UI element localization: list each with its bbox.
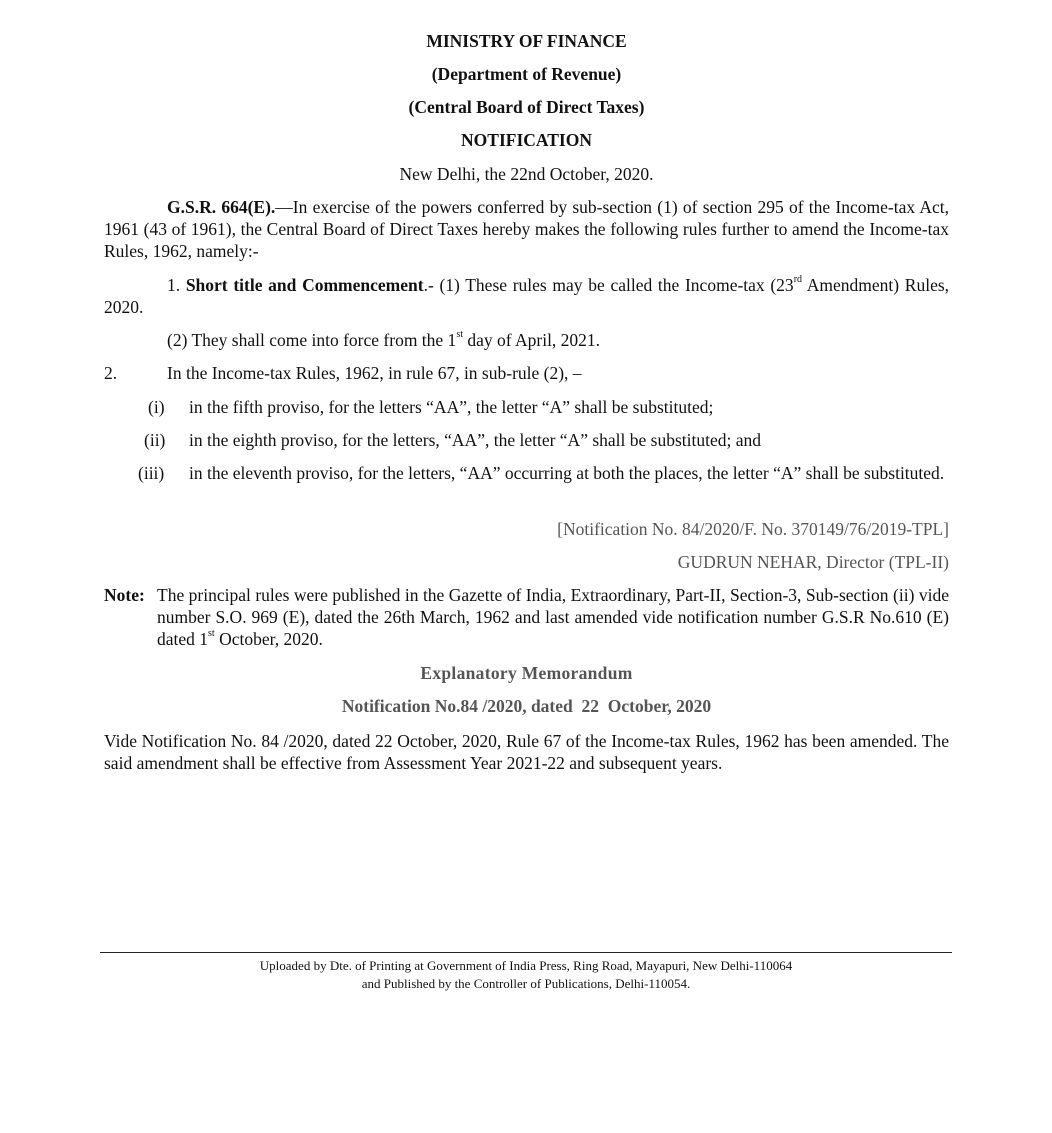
board-heading: (Central Board of Direct Taxes) — [408, 97, 645, 117]
rule2-number: 2. — [104, 363, 118, 383]
signatory: GUDRUN NEHAR, Director (TPL-II) — [677, 552, 949, 572]
notification-reference: [Notification No. 84/2020/F. No. 370149/76/2019-TPL] — [557, 519, 949, 539]
rule1-paragraph — [104, 274, 949, 318]
footer-line-1: Uploaded by Dte. of Printing at Government of India Press, Ring Road, Mayapuri, New Delhi-110064 — [259, 958, 793, 973]
item-i-number: (i) — [148, 397, 165, 417]
rule1-subrule2 — [104, 329, 949, 351]
note-text-a: The principal rules were published in the Gazette of India, Extraordinary, Part-II, Section-3, Sub-section (ii) vide number S.O. 969 (E), dated the 26th March, 1962 and last amended vide notification number G.S.R No.610 (E) dated 1 — [157, 585, 949, 649]
item-ii-number: (ii) — [144, 430, 166, 450]
subrule2-text-b: day of April, 2021. — [462, 330, 601, 350]
gsr-number: G.S.R. 664(E). — [167, 197, 276, 217]
note-superscript: st — [208, 628, 215, 640]
rule1-superscript: rd — [793, 274, 803, 286]
item-ii-text: in the eighth proviso, for the letters, “AA”, the letter “A” shall be substituted; and — [189, 430, 761, 450]
footer-divider — [100, 952, 952, 953]
note-label: Note: — [104, 585, 145, 605]
rule1-text-b: Amendment) Rules, 2020. — [104, 275, 950, 317]
rule1-text-a: .- (1) These rules may be called the Income-tax (23 — [423, 275, 794, 295]
item-i-text: in the fifth proviso, for the letters “AA”, the letter “A” shall be substituted; — [189, 397, 714, 417]
rule1-heading: Short title and Commencement — [185, 275, 424, 295]
subrule2-text-a: (2) They shall come into force from the 1 — [167, 330, 457, 350]
footer-line-2: and Published by the Controller of Publications, Delhi-110054. — [361, 976, 691, 991]
memo-title: Explanatory Memorandum — [420, 663, 633, 683]
rule2-text: In the Income-tax Rules, 1962, in rule 67, in sub-rule (2), – — [167, 363, 582, 383]
note-text — [157, 584, 949, 650]
item-iii-text: in the eleventh proviso, for the letters, “AA” occurring at both the places, the letter “A” shall be substituted. — [189, 463, 945, 483]
preamble-text: —In exercise of the powers conferred by sub-section (1) of section 295 of the Income-tax Act, 1961 (43 of 1961), the Central Board of Direct Taxes hereby makes the following rules further to amend the Income-tax Rules, 1962, namely:- — [104, 197, 949, 261]
subrule2-superscript: st — [456, 329, 463, 341]
memo-text: Vide Notification No. 84 /2020, dated 22 October, 2020, Rule 67 of the Income-tax Rules, 1962 has been amended. The said amendment shall be effective from Assessment Year 2021-22 and subsequent years. — [104, 731, 949, 773]
memo-subtitle: Notification No.84 /2020, dated 22 October, 2020 — [341, 696, 712, 716]
item-iii-number: (iii) — [138, 463, 165, 483]
department-heading: (Department of Revenue) — [431, 64, 622, 84]
dateline: New Delhi, the 22nd October, 2020. — [399, 164, 654, 184]
ministry-heading: MINISTRY OF FINANCE — [426, 31, 627, 51]
rule1-number: 1. — [167, 275, 181, 295]
footer — [100, 957, 952, 993]
note-text-b: October, 2020. — [214, 629, 323, 649]
notification-heading: NOTIFICATION — [461, 130, 592, 150]
preamble-paragraph — [104, 196, 949, 262]
